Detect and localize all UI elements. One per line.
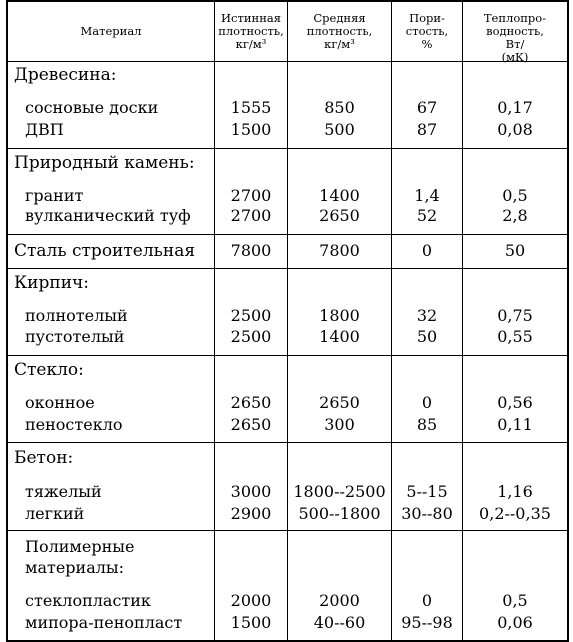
porosity-value: 95--98 <box>401 613 453 632</box>
porosity-value: 1,4 <box>414 186 440 205</box>
porosity-value: 87 <box>416 120 438 139</box>
material-name: полнотелый <box>25 306 128 325</box>
porosity-value: 5--15 <box>406 482 448 501</box>
conductivity-value: 0,75 <box>497 306 533 325</box>
conductivity-value: 0,56 <box>497 393 533 412</box>
average-density-value: 500--1800 <box>298 504 381 523</box>
material-name: оконное <box>25 393 95 412</box>
group-title: Полимерные <box>25 537 135 556</box>
group-divider <box>6 268 569 269</box>
porosity-value: 0 <box>421 393 433 412</box>
porosity-value: 32 <box>416 306 438 325</box>
true-density-value: 2500 <box>230 327 272 346</box>
porosity-value: 30--80 <box>401 504 453 523</box>
conductivity-value: 0,08 <box>497 120 533 139</box>
true-density-value: 2700 <box>230 186 272 205</box>
porosity-value: 85 <box>416 415 438 434</box>
average-density-value: 850 <box>324 98 355 117</box>
conductivity-value: 50 <box>504 241 526 260</box>
material-name: сосновые доски <box>25 98 159 117</box>
header-material: Материал <box>80 24 142 38</box>
true-density-value: 2650 <box>230 415 272 434</box>
conductivity-value: 0,06 <box>497 613 533 632</box>
true-density-value: 2500 <box>230 306 272 325</box>
material-name: ДВП <box>25 120 64 139</box>
group-divider <box>6 355 569 356</box>
average-density-value: 1400 <box>319 327 360 346</box>
average-density-value: 1800--2500 <box>293 482 386 501</box>
group-title: Природный камень: <box>14 153 195 173</box>
group-title: материалы: <box>25 558 125 577</box>
material-name: гранит <box>25 186 84 205</box>
table-border-top <box>6 0 569 2</box>
header-average-density: Средняя плотность, кг/м³ <box>306 11 373 51</box>
porosity-value: 52 <box>416 206 438 225</box>
average-density-value: 1800 <box>319 306 360 325</box>
average-density-value: 500 <box>324 120 355 139</box>
true-density-value: 2900 <box>230 504 272 523</box>
conductivity-value: 0,17 <box>497 98 533 117</box>
average-density-value: 300 <box>324 415 355 434</box>
average-density-value: 2650 <box>319 206 360 225</box>
average-density-value: 2650 <box>319 393 360 412</box>
material-name: легкий <box>25 504 85 523</box>
porosity-value: 67 <box>416 98 438 117</box>
table-border-right <box>567 0 569 642</box>
group-divider <box>6 442 569 443</box>
table-border-left <box>6 0 8 642</box>
group-title: Древесина: <box>14 65 117 85</box>
group-divider <box>6 148 569 149</box>
conductivity-value: 0,11 <box>497 415 533 434</box>
material-name: пустотелый <box>25 327 125 346</box>
average-density-value: 1400 <box>319 186 360 205</box>
average-density-value: 2000 <box>319 591 360 610</box>
group-title: Кирпич: <box>14 273 89 293</box>
porosity-value: 0 <box>421 241 433 260</box>
average-density-value: 40--60 <box>313 613 366 632</box>
true-density-value: 2650 <box>230 393 272 412</box>
material-name: мипора-пенопласт <box>25 613 183 632</box>
true-density-value: 1500 <box>230 613 272 632</box>
true-density-value: 1500 <box>230 120 272 139</box>
conductivity-value: 2,8 <box>502 206 528 225</box>
group-divider <box>6 234 569 235</box>
material-name: тяжелый <box>25 482 102 501</box>
true-density-value: 2700 <box>230 206 272 225</box>
material-name: стеклопластик <box>25 591 151 610</box>
header-porosity: Пори- стость, % <box>405 11 449 51</box>
conductivity-value: 0,5 <box>502 186 528 205</box>
conductivity-value: 0,5 <box>502 591 528 610</box>
group-title: Бетон: <box>14 448 74 468</box>
material-name: пеностекло <box>25 415 123 434</box>
material-name: вулканический туф <box>25 206 191 225</box>
true-density-value: 1555 <box>230 98 272 117</box>
average-density-value: 7800 <box>319 241 360 260</box>
header-true-density: Истинная плотность, кг/м³ <box>218 11 284 51</box>
conductivity-value: 1,16 <box>497 482 533 501</box>
porosity-value: 0 <box>421 591 433 610</box>
true-density-value: 3000 <box>230 482 272 501</box>
material-name: Сталь строительная <box>14 241 196 261</box>
true-density-value: 7800 <box>230 241 272 260</box>
true-density-value: 2000 <box>230 591 272 610</box>
conductivity-value: 0,2--0,35 <box>479 504 551 523</box>
group-title: Стекло: <box>14 360 84 380</box>
porosity-value: 50 <box>416 327 438 346</box>
conductivity-value: 0,55 <box>497 327 533 346</box>
group-divider <box>6 530 569 531</box>
header-thermal-conductivity: Теплопро- водность, Вт/ (мК) <box>483 11 547 64</box>
